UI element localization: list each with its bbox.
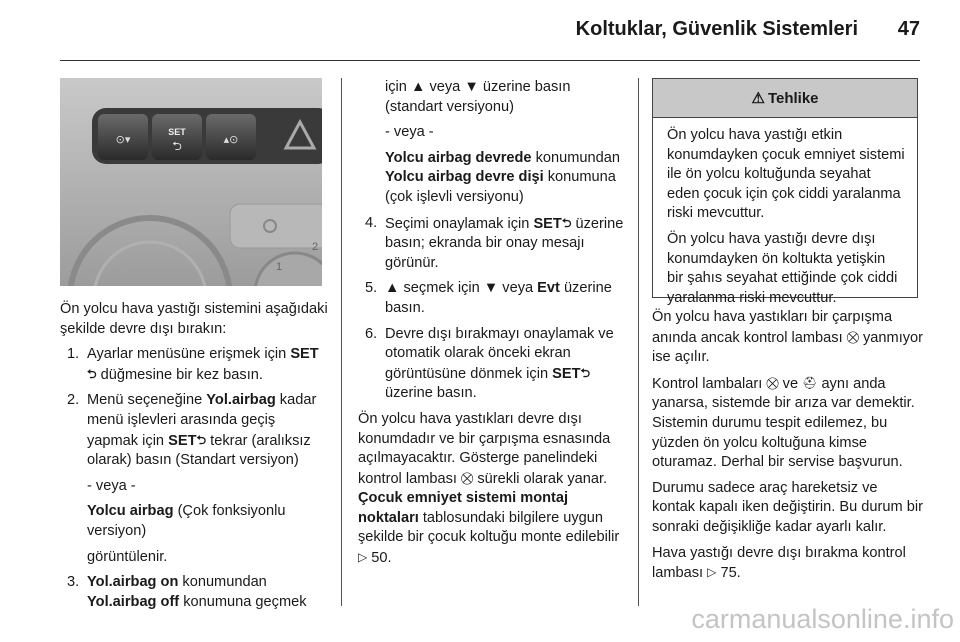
step-number: 1. — [67, 346, 80, 363]
or-separator: - veya - — [87, 477, 136, 494]
page-title: Koltuklar, Güvenlik Sistemleri — [575, 18, 858, 40]
header-rule — [60, 60, 920, 61]
reference-arrow-icon: ▷ — [358, 550, 368, 565]
column-2 — [358, 78, 628, 575]
watermark: carmanualsonline.info — [691, 604, 954, 634]
paragraph-fault: Kontrol lambaları ⛒ ve ⛑ aynı anda yanarsa, sistemde bir arıza var demektir. Sistemin durumu tespit edilemez, bu yüzden ön yolcu koltuğuna kimse oturamaz. Derhal bir servise başvurun. — [652, 375, 915, 471]
step-number: 4. — [365, 214, 378, 231]
step-number: 2. — [67, 392, 80, 409]
column-divider-2 — [638, 78, 639, 606]
set-button-arrow-icon: ⮌ — [172, 139, 182, 153]
airbag-off-icon: ⛒ — [766, 375, 779, 390]
set-arrow-icon: ⮌ — [580, 365, 591, 380]
steps-list-2 — [358, 214, 628, 404]
intro-paragraph: Ön yolcu hava yastığı sistemini aşağıdaki şekilde devre dışı bırakın: — [60, 301, 328, 337]
paragraph-control-lamp: Hava yastığı devre dışı bırakma kontrol lambası ▷ 75. — [652, 544, 906, 582]
or-separator: - veya - — [385, 124, 434, 141]
step-3: 3. Yol.airbag on konumundan Yol.airbag off konumuna geçmek — [67, 574, 307, 610]
warning-paragraph-2: Ön yolcu hava yastığı devre dışı konumdayken ön koltukta yetişkin bir şahıs seyahat ettiğinde çok ciddi yaralanma riski mevcuttur. — [667, 230, 898, 306]
reference-arrow-icon: ▷ — [707, 565, 717, 580]
step-1: 1. Ayarlar menüsüne erişmek için SET⮌ düğmesine bir kez basın. — [67, 346, 319, 383]
warning-title: Tehlike — [767, 89, 819, 107]
dial-up-button-label: ▴⊙ — [223, 133, 239, 146]
airbag-on-icon: ⛑ — [802, 375, 818, 390]
set-arrow-icon: ⮌ — [87, 366, 97, 381]
warning-paragraph-1: Ön yolcu hava yastığı etkin konumdayken çocuk emniyet sistemi ile ön yolcu koltuğunda seyahat eden çocuk için çok ciddi yaralanma riski mevcuttur. — [667, 127, 905, 222]
step-number: 6. — [365, 325, 378, 342]
airbag-off-icon: ⛒ — [846, 329, 859, 344]
dial-mark-1: 1 — [276, 261, 283, 273]
column-1 — [60, 300, 328, 618]
page-number: 47 — [897, 18, 920, 40]
steps-list-1 — [60, 345, 328, 612]
dial-mark-2: 2 — [312, 241, 319, 253]
page-header — [0, 0, 960, 62]
dashboard-buttons-photo — [60, 78, 322, 286]
warning-body — [653, 118, 917, 308]
step-4: 4. Seçimi onaylamak için SET⮌ üzerine basın; ekranda bir onay mesajı görünür. — [365, 214, 624, 271]
warning-icon: ⚠ — [751, 90, 765, 107]
step-number: 5. — [365, 280, 378, 297]
deactivated-paragraph: Ön yolcu hava yastıkları devre dışı konumdadır ve bir çarpışma esnasında açılmayacaktır. Gösterge panelindeki kontrol lambası ⛒ sürekli olarak yanar. Çocuk emniyet sistemi montaj noktaları tablosundaki bilgilere uygun şekilde bir çocuk koltuğu monte edilebilir ▷ 50. — [358, 410, 620, 567]
step-2: 2. Menü seçeneğine Yol.airbag kadar menü işlevleri arasında geçiş yapmak için SET⮌ tekrar (aralıksız olarak) basın (Standart versiyon) - veya - Yolcu airbag (Çok fonksiyonlu versiyon) görüntülenir. — [60, 391, 328, 567]
column-3-text — [652, 308, 924, 590]
airbag-off-icon: ⛒ — [461, 470, 474, 485]
set-arrow-icon: ⮌ — [196, 432, 207, 447]
dashboard-illustration — [60, 78, 322, 286]
paragraph-airbag-deploy: Ön yolcu hava yastıkları bir çarpışma anında ancak kontrol lambası ⛒ yanmıyor ise açılır. — [652, 309, 924, 366]
column-divider-1 — [341, 78, 342, 606]
set-arrow-icon: ⮌ — [561, 215, 572, 230]
set-button-label: SET — [168, 127, 186, 137]
warning-header — [653, 79, 917, 118]
step-3-alternative: Yolcu airbag devrede konumundan Yolcu airbag devre dişi konumuna (çok işlevli versiyonu) — [385, 149, 620, 205]
step-3-continuation: için ▲ veya ▼ üzerine basın (standart versiyonu) — [385, 79, 571, 115]
step-6: 6. Devre dışı bırakmayı onaylamak ve otomatik olarak önceki ekran görüntüsüne dönmek için SET⮌ üzerine basın. — [365, 325, 614, 402]
step-number: 3. — [67, 574, 80, 591]
danger-warning-box — [652, 78, 918, 306]
paragraph-change-state: Durumu sadece araç hareketsiz ve kontak kapalı iken değiştirin. Bu durum bir sonraki değişikliğe kadar ayarlı kalır. — [652, 479, 923, 535]
step-5: 5. ▲ seçmek için ▼ veya Evt üzerine basın. — [365, 280, 612, 316]
dial-down-button-label: ⊙▾ — [115, 133, 131, 146]
